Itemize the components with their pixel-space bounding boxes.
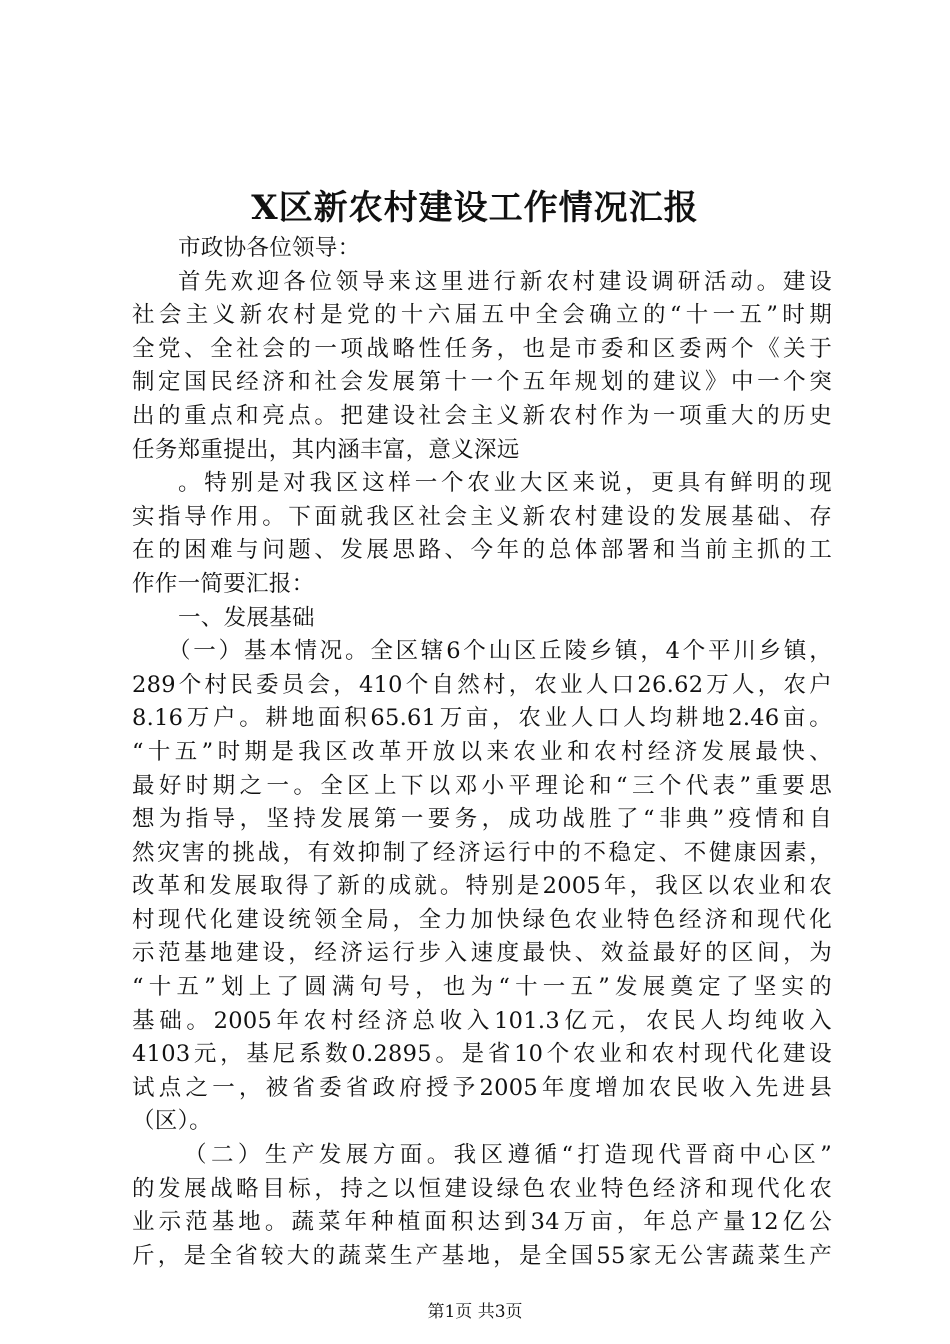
paragraph-line: （二）生产发展方面。我区遵循“打造现代晋商中心区” <box>184 1142 832 1169</box>
paragraph-line: 制定国民经济和社会发展第十一个五年规划的建议》中一个突 <box>132 369 832 396</box>
section-heading: 一、发展基础 <box>178 604 315 631</box>
paragraph-line: （一）基本情况。全区辖6个山区丘陵乡镇，4个平川乡镇， <box>168 638 832 665</box>
paragraph-line: 试点之一，被省委省政府授予2005年度增加农民收入先进县 <box>132 1074 832 1101</box>
paragraph-line: “十五”时期是我区改革开放以来农业和农村经济发展最快、 <box>132 738 832 765</box>
paragraph-line: 村现代化建设统领全局，全力加快绿色农业特色经济和现代化 <box>132 906 832 933</box>
salutation-line: 市政协各位领导： <box>178 235 361 261</box>
paragraph-line: 改革和发展取得了新的成就。特别是2005年，我区以农业和农 <box>132 873 832 900</box>
paragraph-line: 作作一简要汇报： <box>132 570 315 597</box>
paragraph-line: 社会主义新农村是党的十六届五中全会确立的“十一五”时期 <box>132 302 832 329</box>
paragraph-line: 基础。2005年农村经济总收入101.3亿元，农民人均纯收入 <box>132 1007 832 1034</box>
paragraph-line: 。特别是对我区这样一个农业大区来说，更具有鲜明的现 <box>178 470 832 497</box>
paragraph-line: 示范基地建设，经济运行步入速度最快、效益最好的区间，为 <box>132 940 832 967</box>
paragraph-line: 出的重点和亮点。把建设社会主义新农村作为一项重大的历史 <box>132 402 832 429</box>
paragraph-line: 业示范基地。蔬菜年种植面积达到34万亩，年总产量12亿公 <box>132 1209 832 1236</box>
paragraph-line: 然灾害的挑战，有效抑制了经济运行中的不稳定、不健康因素， <box>132 839 832 866</box>
paragraph-line: 8.16万户。耕地面积65.61万亩，农业人口人均耕地2.46亩。 <box>132 705 832 732</box>
document-body <box>132 232 832 1273</box>
paragraph-line: 全党、全社会的一项战略性任务，也是市委和区委两个《关于 <box>132 335 832 362</box>
paragraph-line: 289个村民委员会，410个自然村，农业人口26.62万人，农户 <box>132 671 832 698</box>
paragraph-line: 实指导作用。下面就我区社会主义新农村建设的发展基础、存 <box>132 503 832 530</box>
paragraph-line: “十五”划上了圆满句号，也为“十一五”发展奠定了坚实的 <box>132 974 832 1001</box>
paragraph-line: 想为指导，坚持发展第一要务，成功战胜了“非典”疫情和自 <box>132 806 832 833</box>
paragraph-line: （区）。 <box>132 1108 212 1135</box>
paragraph-line: 首先欢迎各位领导来这里进行新农村建设调研活动。建设 <box>178 268 832 295</box>
paragraph-line: 斤，是全省较大的蔬菜生产基地，是全国55家无公害蔬菜生产 <box>132 1242 832 1269</box>
paragraph-line: 的发展战略目标，持之以恒建设绿色农业特色经济和现代化农 <box>132 1175 832 1202</box>
paragraph-line: 4103元，基尼系数0.2895。是省10个农业和农村现代化建设 <box>132 1041 832 1068</box>
document-title: X区新农村建设工作情况汇报 <box>251 188 699 228</box>
paragraph-line: 在的困难与问题、发展思路、今年的总体部署和当前主抓的工 <box>132 537 832 564</box>
paragraph-line: 任务郑重提出，其内涵丰富，意义深远 <box>132 436 520 463</box>
page-indicator: 第1页 共3页 <box>427 1302 523 1322</box>
paragraph-line: 最好时期之一。全区上下以邓小平理论和“三个代表”重要思 <box>132 772 832 799</box>
